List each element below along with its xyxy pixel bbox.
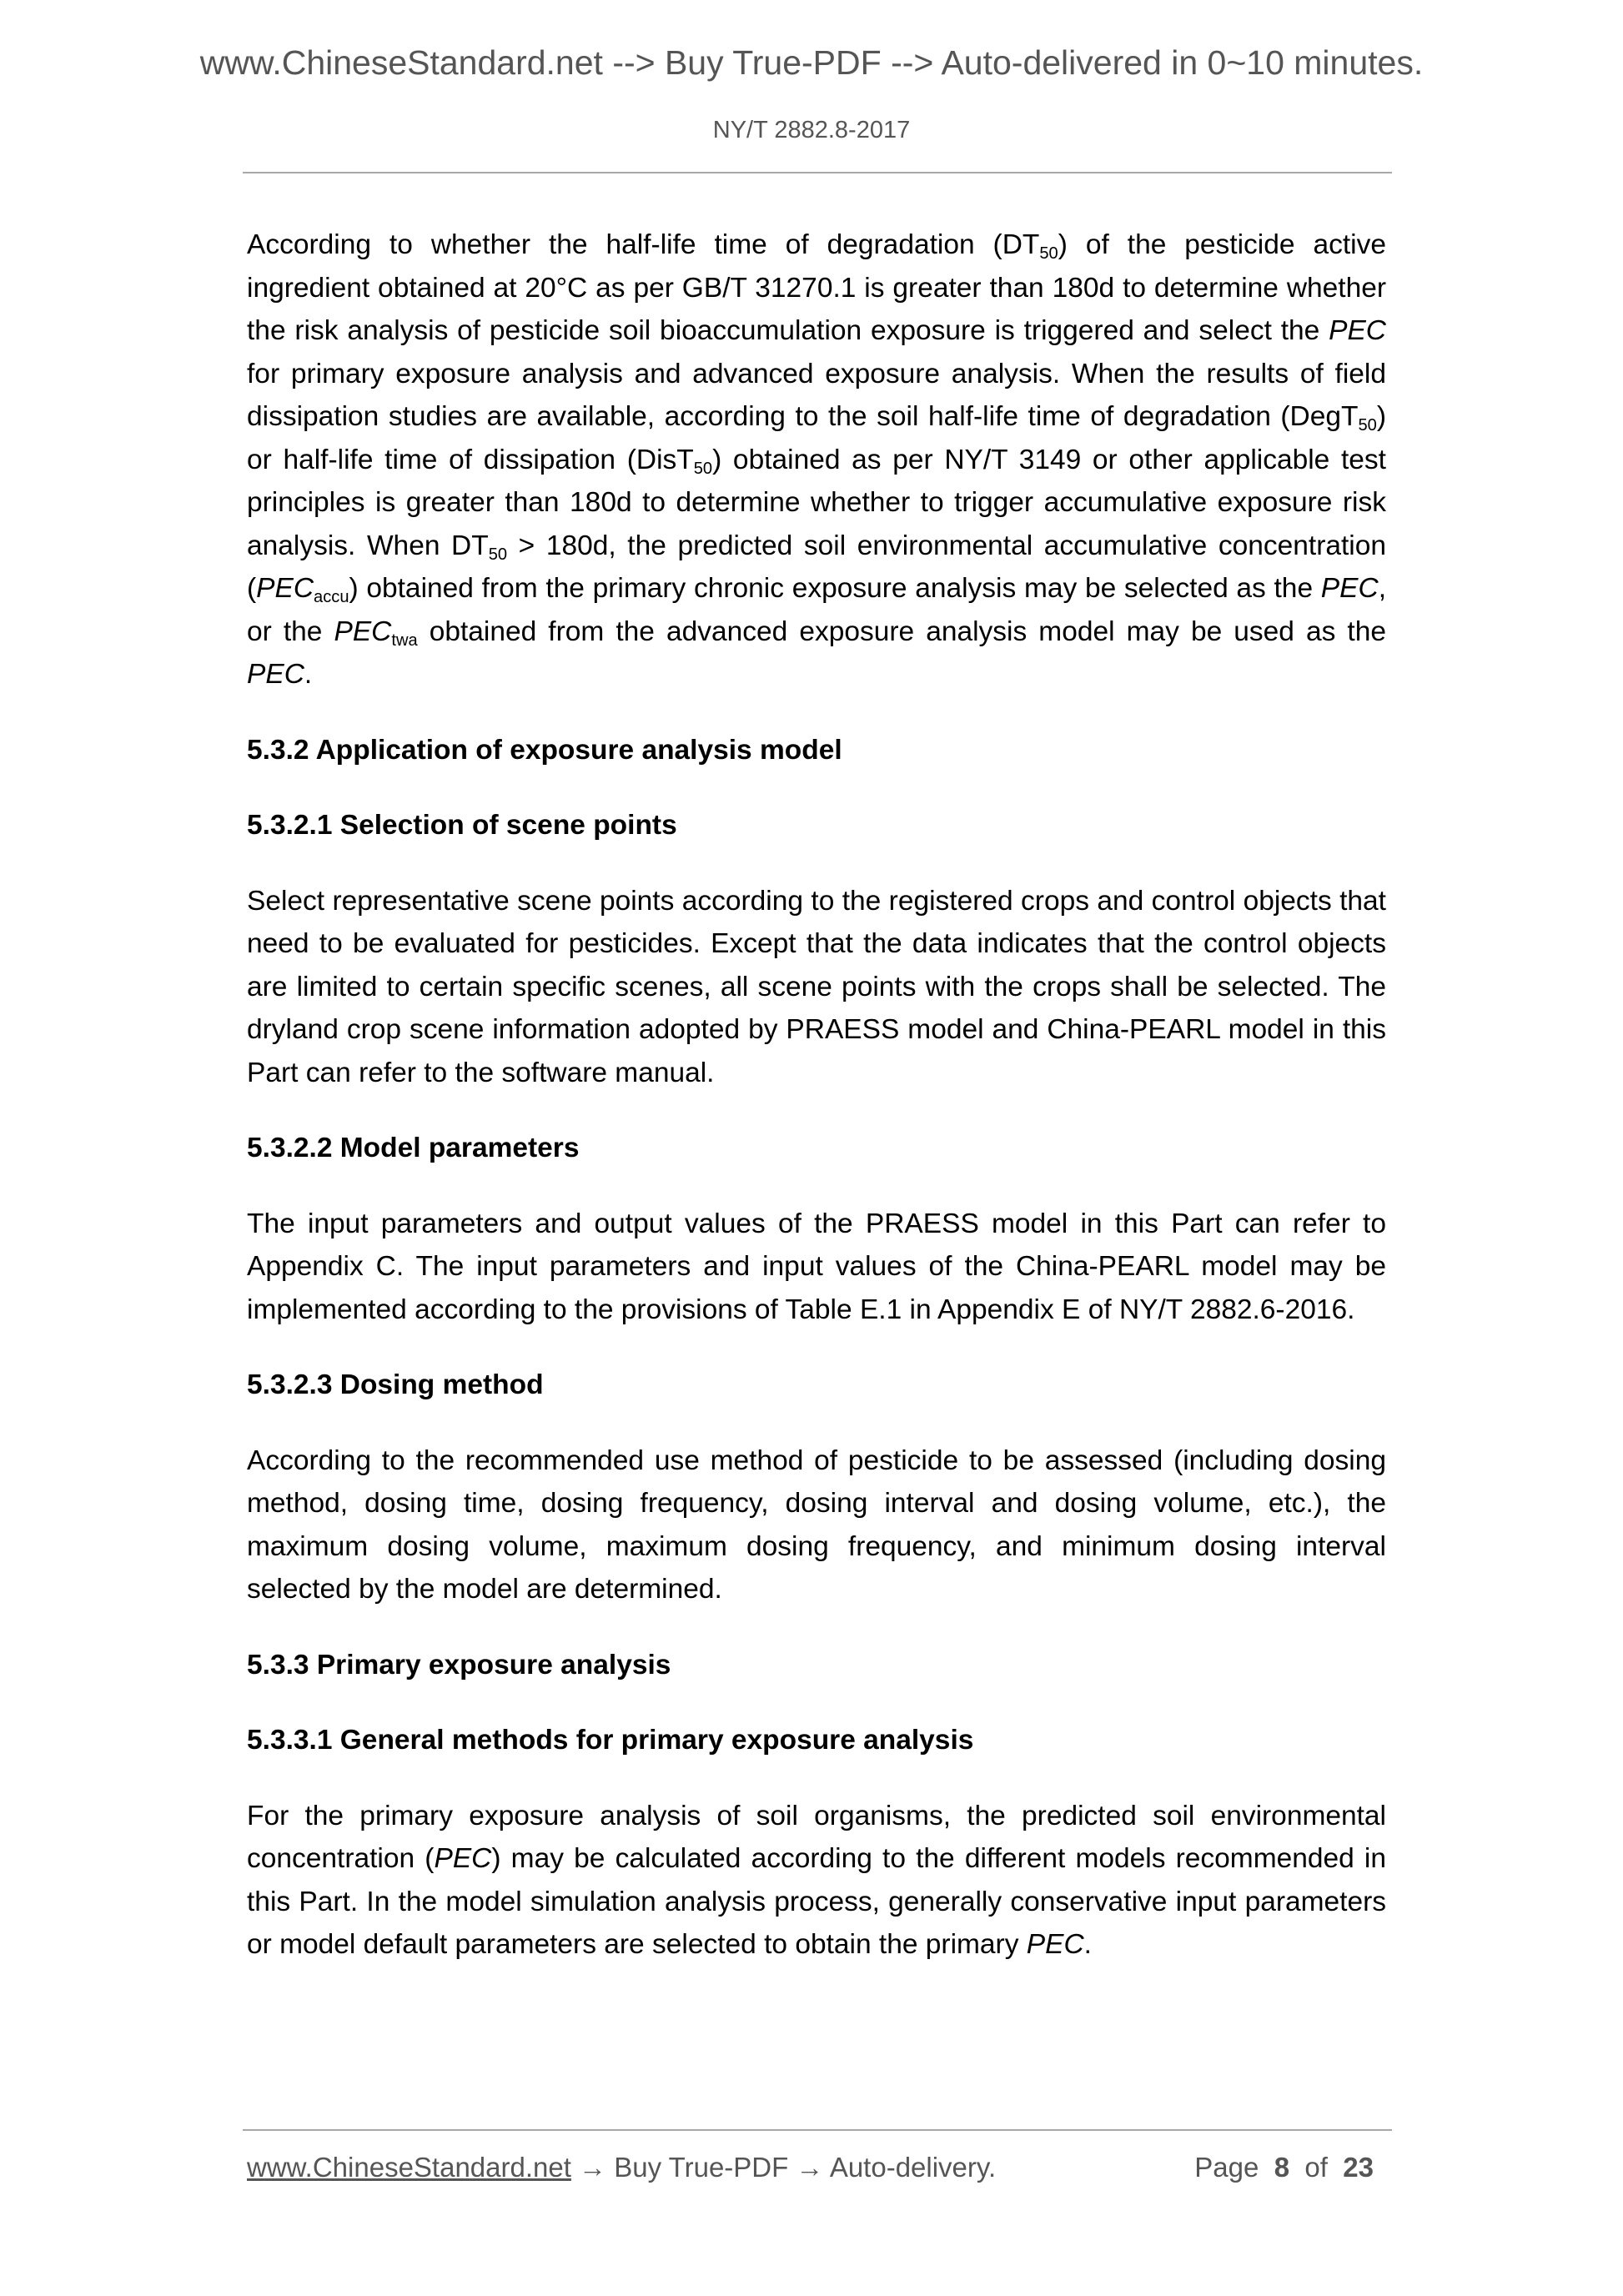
footer-site-link[interactable]: www.ChineseStandard.net: [247, 2152, 571, 2183]
site-banner: www.ChineseStandard.net --> Buy True-PDF --> Auto-delivered in 0~10 minutes.: [199, 43, 1424, 82]
section-heading-5-3-2-2: 5.3.2.2 Model parameters: [247, 1133, 580, 1163]
footer-divider: [243, 2129, 1392, 2131]
page-content: [247, 224, 1386, 1999]
paragraph-model-parameters: The input parameters and output values of the PRAESS model in this Part can refer to Appendix C. The input parameters and input values of the China-PEARL model may be implemented according to the provisions of Table E.1 in Appendix E of NY/T 2882.6-2016.: [247, 1208, 1386, 1325]
section-heading-5-3-3-1: 5.3.3.1 General methods for primary exposure analysis: [247, 1725, 974, 1756]
section-heading-5-3-2: 5.3.2 Application of exposure analysis model: [247, 734, 842, 766]
header-divider: [243, 172, 1392, 173]
document-id: NY/T 2882.8-2017: [712, 117, 911, 143]
section-heading-5-3-2-1: 5.3.2.1 Selection of scene points: [247, 810, 677, 841]
section-heading-5-3-2-3: 5.3.2.3 Dosing method: [247, 1369, 544, 1400]
paragraph-primary-exposure: For the primary exposure analysis of soil organisms, the predicted soil environmental concentration (PEC) may be calculated according to the different models recommended in this Part. In the model simulation analysis process, generally conservative input parameters or model default parameters are selected to obtain the primary PEC.: [247, 1800, 1386, 1960]
footer-promo-text: → Buy True-PDF → Auto-delivery.: [570, 2152, 997, 2183]
footer-promo: [247, 2152, 996, 2183]
paragraph-scene-points: Select representative scene points according to the registered crops and control objects that need to be evaluated for pesticides. Except that the data indicates that the control objects are limited to certain specific scenes, all scene points with the crops shall be selected. The dryland crop scene information adopted by PRAESS model and China-PEARL model in this Part can refer to the software manual.: [247, 885, 1386, 1088]
page-number-indicator: Page 8 of 23: [1194, 2152, 1374, 2183]
paragraph-dt50-trigger: According to whether the half-life time of degradation $(DT_{50})$ of the pesticide active ingredient obtained at 20°C as per GB/T 31270.1 is greater than 180d to determine whether the risk analysis of pesticide soil bioaccumulation exposure is triggered and select the PEC for primary exposure analysis and advanced exposure analysis. When the results of field dissipation studies are available, according to the soil half-life time of degradation (DegT$_{50}$) or half-life time of dissipation (DisT$_{50}$) obtained as per NY/T 3149 or other applicable test principles is greater than 180d to determine whether to trigger accumulative exposure risk analysis. When $DT_{50} > 180d$, the predicted soil environmental accumulative concentration $(PEC_{accu})$ obtained from the primary chronic exposure analysis may be selected as the PEC, or the $PEC_{twa}$ obtained from the advanced exposure analysis model may be used as the PEC.: [247, 229, 1386, 690]
current-page: 8: [1274, 2152, 1290, 2183]
section-heading-5-3-3: 5.3.3 Primary exposure analysis: [247, 1649, 671, 1681]
total-pages: 23: [1343, 2152, 1374, 2183]
paragraph-dosing-method: According to the recommended use method of pesticide to be assessed (including dosing method, dosing time, dosing frequency, dosing interval and dosing volume, etc.), the maximum dosing volume, maximum dosing frequency, and minimum dosing interval selected by the model are determined.: [247, 1444, 1386, 1605]
